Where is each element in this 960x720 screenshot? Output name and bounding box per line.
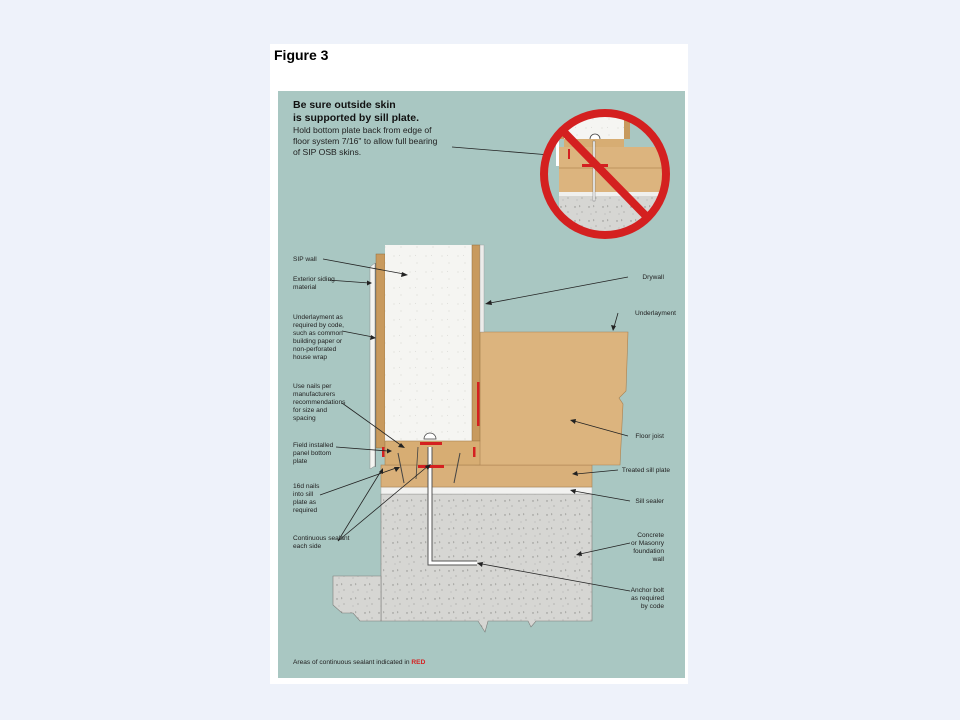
label-underlay-2: required by code, — [293, 322, 344, 329]
footer-red: RED — [411, 659, 426, 666]
label-sill-sealer: Sill sealer — [635, 498, 664, 505]
header-body-2: floor system 7/16" to allow full bearing — [293, 136, 438, 146]
label-bottom-plate-2: panel bottom — [293, 450, 332, 457]
figure-title: Figure 3 — [274, 47, 329, 63]
label-foundation-4: wall — [652, 556, 664, 563]
label-underlay-1: Underlayment as — [293, 314, 343, 321]
label-siding-1: Exterior siding — [293, 276, 335, 283]
label-sill-plate: Treated sill plate — [621, 467, 670, 474]
label-siding-2: material — [293, 284, 317, 291]
footer-note — [293, 659, 426, 666]
label-anchor-2: as required — [631, 595, 664, 602]
label-sealant-2: each side — [293, 543, 322, 550]
label-nails-1: Use nails per — [293, 383, 332, 390]
exterior-siding — [370, 263, 375, 469]
header-body-3: of SIP OSB skins. — [293, 147, 362, 157]
footer-text: Areas of continuous sealant indicated in — [293, 659, 410, 666]
label-underlayment: Underlayment — [634, 310, 676, 317]
label-foundation-3: foundation — [633, 548, 664, 555]
label-nails-3: recommendations — [293, 399, 346, 406]
label-anchor-3: by code — [640, 603, 664, 610]
label-underlay-3: such as common — [293, 330, 343, 337]
label-foundation-1: Concrete — [637, 532, 664, 539]
label-16d-2: into sill — [293, 491, 314, 498]
label-16d-1: 16d nails — [293, 483, 320, 490]
label-floor-joist: Floor joist — [635, 433, 664, 440]
label-foundation-2: or Masonry — [631, 540, 664, 547]
floor-joist — [475, 332, 628, 465]
label-16d-4: required — [293, 507, 318, 514]
sill-plate — [381, 465, 592, 487]
foundation-wall — [381, 494, 592, 632]
label-bottom-plate-1: Field installed — [293, 442, 334, 449]
header-line-1: Be sure outside skin — [293, 99, 396, 111]
label-nails-2: manufacturers — [293, 391, 336, 398]
header-body-1: Hold bottom plate back from edge of — [293, 125, 432, 135]
label-underlay-4: building paper or — [293, 338, 343, 345]
label-underlay-5: non-perforated — [293, 346, 337, 353]
label-drywall: Drywall — [642, 274, 664, 281]
label-anchor-1: Anchor bolt — [630, 587, 664, 594]
header-line-2: is supported by sill plate. — [293, 112, 420, 124]
sip-foam-core — [385, 245, 472, 441]
label-sip-wall: SIP wall — [293, 256, 317, 263]
label-16d-3: plate as — [293, 499, 317, 506]
label-sealant-1: Continuous sealant — [293, 535, 350, 542]
label-nails-5: spacing — [293, 415, 316, 422]
sip-sill-diagram — [278, 91, 685, 678]
label-bottom-plate-3: plate — [293, 458, 308, 465]
label-nails-4: for size and — [293, 407, 328, 414]
label-underlay-6: house wrap — [293, 354, 328, 361]
